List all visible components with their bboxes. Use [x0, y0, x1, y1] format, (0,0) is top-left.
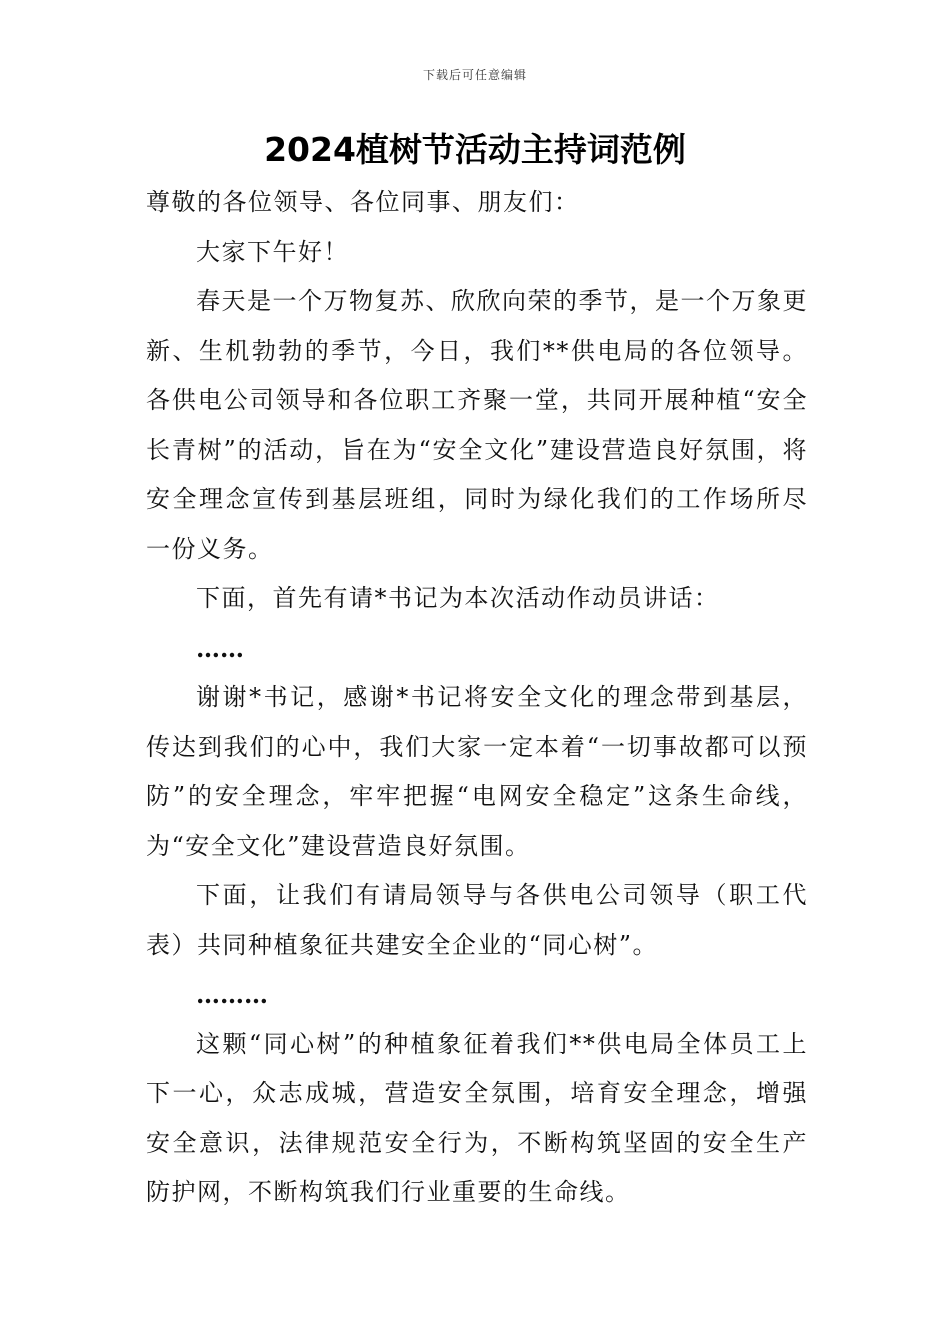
paragraph-thanks: 谢谢*书记，感谢*书记将安全文化的理念带到基层，传达到我们的心中，我们大家一定本着“一切事故都可以预防”的安全理念，牢牢把握“电网安全稳定”这条生命线，为“安全文化”建设营造良好氛围。 [146, 683, 808, 860]
paragraph-greeting: 大家下午好！ [196, 237, 349, 266]
ellipsis-marker: …… [196, 633, 244, 663]
paragraph-symbolism: 这颗“同心树”的种植象征着我们**供电局全体员工上下一心，众志成城，营造安全氛围，培育安全理念，增强安全意识，法律规范安全行为，不断构筑坚固的安全生产防护网，不断构筑我们行业重要的生命线。 [146, 1029, 808, 1206]
document-body [146, 178, 808, 1218]
paragraph-invite-speech: 下面，首先有请*书记为本次活动作动员讲话： [196, 584, 720, 612]
header-note: 下载后可任意编辑 [422, 68, 527, 82]
document-title: 2024植树节活动主持词范例 [264, 130, 686, 169]
ellipsis-marker: ……… [196, 980, 268, 1009]
paragraph-invite-planting: 下面，让我们有请局领导与各供电公司领导（职工代表）共同种植象征共建安全企业的“同心树”。 [146, 881, 808, 959]
paragraph-opening: 春天是一个万物复苏、欣欣向荣的季节，是一个万象更新、生机勃勃的季节，今日，我们**供电局的各位领导。各供电公司领导和各位职工齐聚一堂，共同开展种植“安全长青树”的活动，旨在为“安全文化”建设营造良好氛围，将安全理念宣传到基层班组，同时为绿化我们的工作场所尽一份义务。 [146, 287, 808, 563]
salutation: 尊敬的各位领导、各位同事、朋友们： [146, 188, 580, 216]
